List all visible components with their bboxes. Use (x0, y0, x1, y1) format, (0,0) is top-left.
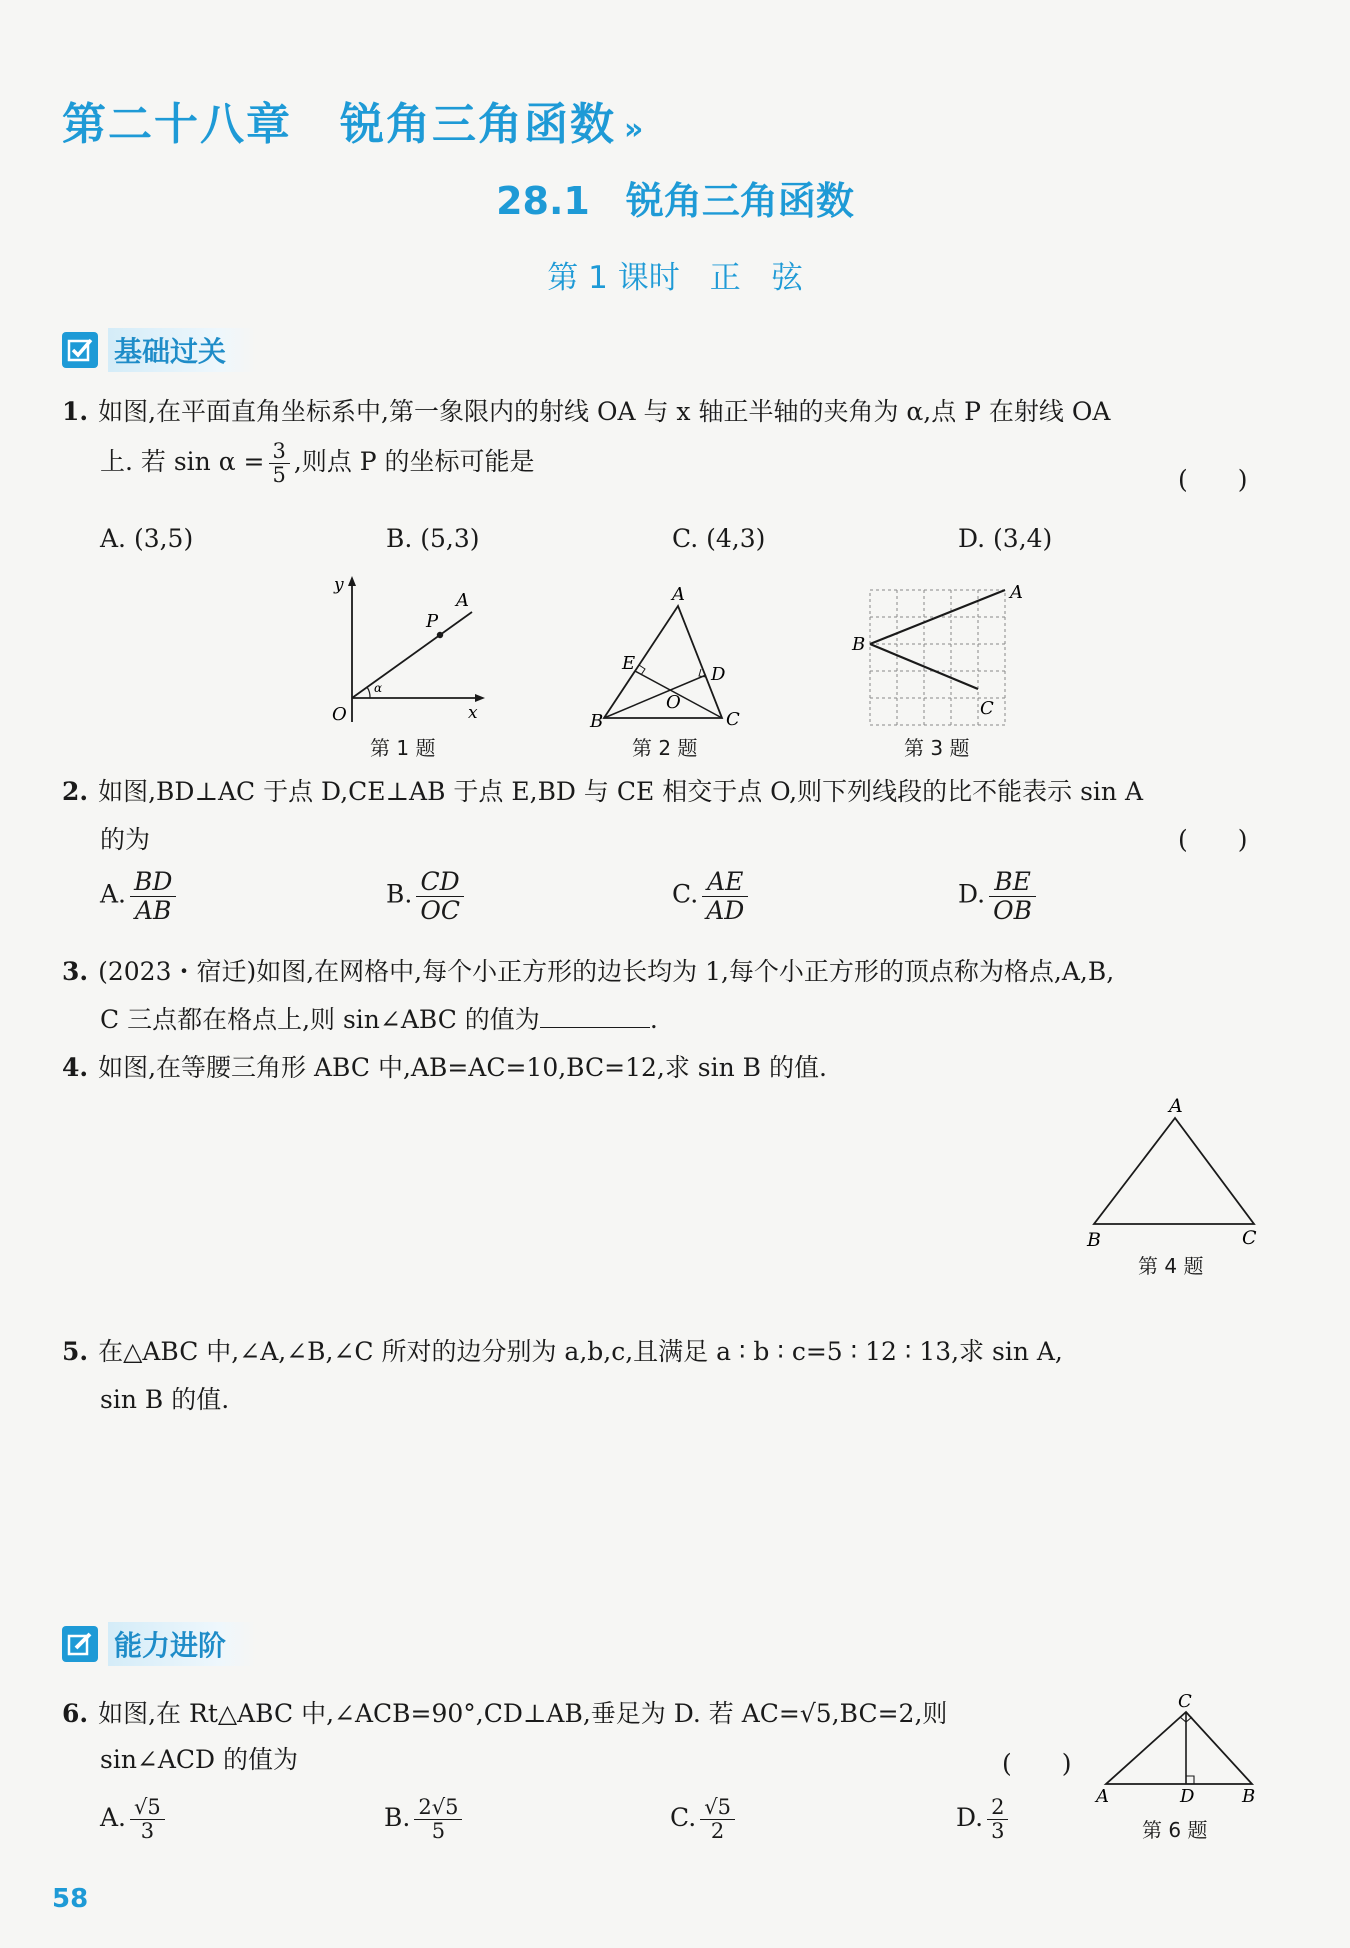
question-1-line-2: 上. 若 sin α = $\frac{3}{5}$ ,则点 P 的坐标可能是 (100, 439, 535, 488)
label-d: D (711, 664, 726, 685)
label-c: C (1178, 1691, 1192, 1712)
figure-2-caption: 第 2 题 (632, 736, 698, 760)
option-c: C. (4,3) (672, 524, 766, 553)
label-a: A (456, 590, 469, 611)
label-c: C (1242, 1227, 1257, 1249)
answer-blank[interactable] (540, 1027, 650, 1028)
label-y: y (334, 575, 344, 595)
label-a: A (672, 584, 685, 605)
question-number: 5. (62, 1337, 89, 1366)
section-badge-label: 基础过关 (108, 328, 256, 372)
label-a: A (1169, 1095, 1183, 1117)
checkbox-checked-icon (62, 332, 98, 368)
label-x: x (468, 703, 478, 723)
answer-parentheses: ( ) (1002, 1749, 1072, 1778)
question-number: 6. (62, 1699, 89, 1728)
chapter-number: 第二十八章 (62, 99, 292, 150)
question-4-line-1: 4. 如图,在等腰三角形 ABC 中,AB=AC=10,BC=12,求 sin B 的值. (62, 1053, 827, 1082)
section-heading (0, 170, 1350, 225)
lesson-title: 正 弦 (709, 260, 803, 296)
label-o: O (666, 692, 681, 713)
label-b: B (1087, 1229, 1101, 1250)
page-number: 58 (52, 1884, 89, 1914)
label-alpha: α (374, 681, 383, 695)
section-number: 28.1 (496, 179, 590, 223)
figure-4-caption: 第 4 题 (1138, 1254, 1204, 1278)
question-2-line-1: 2. 如图,BD⊥AC 于点 D,CE⊥AB 于点 E,BD 与 CE 相交于点 O,则下列线段的比不能表示 sin A (62, 777, 1143, 806)
answer-parentheses: ( ) (1178, 465, 1248, 494)
figure-4-isosceles-triangle (1080, 1090, 1260, 1250)
label-b: B (1242, 1786, 1256, 1807)
label-p: P (426, 611, 439, 632)
lesson-number: 第 1 课时 (547, 260, 680, 296)
question-3-line-1: 3. (2023・宿迁)如图,在网格中,每个小正方形的边长均为 1,每个小正方形的顶点称为格点,A,B, (62, 957, 1115, 986)
option-a: A. $\frac{BD}{AB}$ (100, 868, 180, 924)
lesson-heading (0, 252, 1350, 297)
question-number: 1. (62, 397, 89, 426)
question-3-line-2: C 三点都在格点上,则 sin∠ABC 的值为 . (100, 1005, 658, 1034)
option-d: D. (3,4) (958, 524, 1053, 553)
question-5-line-1: 5. 在△ABC 中,∠A,∠B,∠C 所对的边分别为 a,b,c,且满足 a ∶ b ∶ c=5 ∶ 12 ∶ 13,求 sin A, (62, 1337, 1063, 1366)
option-a: A. (3,5) (100, 524, 194, 553)
section-badge-advanced (62, 1624, 256, 1664)
label-a: A (1096, 1786, 1109, 1807)
option-a: A. $\frac{√5}{3}$ (100, 1796, 169, 1843)
answer-parentheses: ( ) (1178, 825, 1248, 854)
figure-3-grid (848, 578, 1038, 730)
figure-2-triangle (588, 584, 758, 729)
question-2-line-2: 的为 (100, 825, 151, 854)
chapter-heading (62, 88, 637, 152)
question-5-line-2: sin B 的值. (100, 1385, 230, 1414)
label-b: B (590, 711, 604, 729)
question-number: 2. (62, 777, 89, 806)
question-number: 3. (62, 957, 89, 986)
figure-1-coordinate-plane (322, 570, 492, 730)
label-e: E (622, 653, 636, 674)
figure-6-right-triangle (1090, 1690, 1270, 1810)
option-d: D. $\frac{2}{3}$ (956, 1796, 1012, 1843)
pencil-icon (62, 1626, 98, 1662)
option-b: B. $\frac{2√5}{5}$ (384, 1796, 466, 1843)
option-b: B. $\frac{CD}{OC}$ (386, 868, 468, 924)
option-d: D. $\frac{BE}{OB}$ (958, 868, 1040, 924)
option-c: C. $\frac{AE}{AD}$ (672, 868, 752, 924)
chapter-title: 锐角三角函数 (340, 99, 616, 150)
label-d: D (1180, 1786, 1195, 1807)
label-c: C (726, 709, 740, 729)
question-6-line-2: sin∠ACD 的值为 (100, 1745, 299, 1774)
label-o: O (332, 704, 347, 725)
question-6-line-1: 6. 如图,在 Rt△ABC 中,∠ACB=90°,CD⊥AB,垂足为 D. 若 AC=√5,BC=2,则 (62, 1699, 948, 1728)
option-c: C. $\frac{√5}{2}$ (670, 1796, 739, 1843)
section-title: 锐角三角函数 (625, 179, 854, 223)
question-1-line-1: 1. 如图,在平面直角坐标系中,第一象限内的射线 OA 与 x 轴正半轴的夹角为 α,点 P 在射线 OA (62, 397, 1111, 426)
figure-3-caption: 第 3 题 (904, 736, 970, 760)
option-b: B. (5,3) (386, 524, 480, 553)
question-number: 4. (62, 1053, 89, 1082)
label-c: C (980, 698, 994, 719)
label-b: B (852, 634, 866, 655)
chevron-double-right-icon: » (624, 112, 638, 147)
figure-1-caption: 第 1 题 (370, 736, 436, 760)
section-badge-label: 能力进阶 (108, 1622, 256, 1666)
label-a: A (1010, 582, 1023, 603)
fraction: $\frac{3}{5}$ (269, 440, 290, 487)
section-badge-basic (62, 330, 256, 370)
figure-6-caption: 第 6 题 (1142, 1818, 1208, 1842)
